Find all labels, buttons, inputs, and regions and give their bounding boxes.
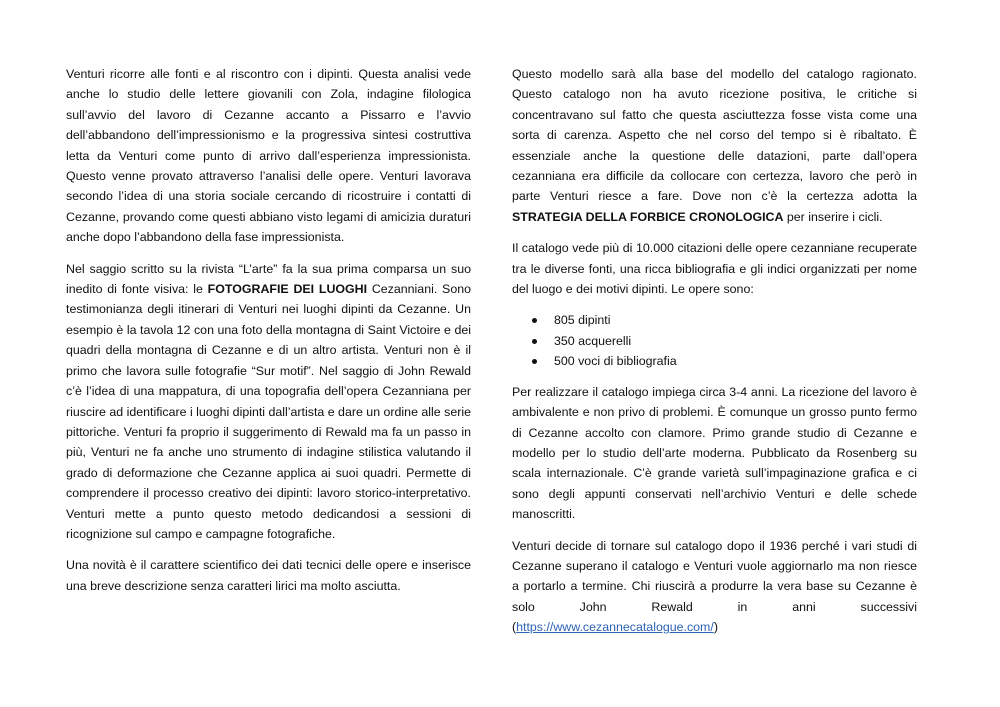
list-item [532, 331, 917, 351]
list-item-text: 805 dipinti [554, 313, 611, 328]
paragraph-text: Venturi ricorre alle fonti e al riscontro con i dipinti. Questa analisi vede anche lo studio delle lettere giovanili con Zola, indagine filologica sull’avvio del lavoro di Cezanne accanto a Pissarro e l’avvio dell’abbandono dell’impressionismo e la progressiva sintesi costruttiva letta da Venturi come punto di arrivo dall’esperienza impressionista. Questo venne provato attraverso l’analisi delle opere. Venturi lavorava secondo l’idea di una storia sociale cercando di ricostruire i contatti di Cezanne, provando come questi abbiano visto legami di amicizia duraturi anche dopo l’abbandono della fase impressionista. [66, 67, 471, 245]
right-column [512, 64, 917, 649]
paragraph-text: per inserire i cicli. [783, 209, 883, 224]
bullet-icon [532, 318, 537, 323]
paragraph-venturi-fonti [66, 64, 471, 248]
paragraph-realizzazione [512, 382, 917, 525]
cezanne-catalogue-link[interactable]: https://www.cezannecatalogue.com/ [516, 620, 714, 635]
paragraph-text: Venturi decide di tornare sul catalogo dopo il 1936 perché i vari studi di Cezanne superano il catalogo e Venturi vuole aggiornarlo ma non riesce a portarlo a termine. Chi riuscirà a produrre la vera base su Cezanne è solo John Rewald in anni successivi ( [512, 538, 917, 635]
paragraph-text: Nel saggio scritto su la rivista “L’arte” fa la sua prima comparsa un suo inedito di fonte visiva: le [66, 261, 471, 297]
paragraph-novita [66, 555, 471, 596]
left-column [66, 64, 471, 607]
paragraph-modello-catalogo [512, 64, 917, 227]
list-item [532, 310, 917, 330]
paragraph-text: Cezanniani. Sono testimonianza degli itinerari di Venturi nei luoghi dipinti da Cezanne. Un esempio è la tavola 12 con una foto della montagna di Saint Victoire e dei quadri della montagna di Cezanne e di un altro artista. Venturi non è il primo che lavora sulle fotografie “Sur motif”. Nel saggio di John Rewald c’è l’idea di una mappatura, di una topografia dell’opera Cezanniana per riuscire ad identificare i luoghi dipinti dall’artista e dare un ordine alle serie pittoriche. Venturi fa proprio il suggerimento di Rewald ma fa un passo in più, Venturi ne fa anche uno strumento di indagine stilistica valutando il grado di deformazione che Cezanne applica ai suoi quadri. Permette di comprendere il processo creativo dei dipinti: lavoro storico-interpretativo. Venturi mette a punto questo metodo dedicandosi a sessioni di ricognizione sul campo e campagne fotografiche. [66, 282, 471, 541]
paragraph-fotografie-luoghi [66, 259, 471, 545]
paragraph-text: Il catalogo vede più di 10.000 citazioni delle opere cezanniane recuperate tra le diverse fonti, una ricca bibliografia e gli indici organizzati per nome del luogo e dei motivi dipinti. Le opere sono: [512, 241, 917, 297]
paragraph-text: Per realizzare il catalogo impiega circa 3-4 anni. La ricezione del lavoro è ambivalente e non privo di problemi. È comunque un grosso punto fermo di Cezanne accolto con clamore. Primo grande studio di Cezanne e modello per lo studio dell’arte moderna. Pubblicato da Rosenberg su scala internazionale. C’è grande varietà sull’impaginazione grafica e ci sono degli appunti conservati nell’archivio Venturi e delle schede manoscritti. [512, 384, 917, 522]
paragraph-text: ) [713, 620, 718, 635]
paragraph-text: Questo modello sarà alla base del modello del catalogo ragionato. Questo catalogo non ha avuto ricezione positiva, le critiche si concentravano sul fatto che questa asciuttezza fosse vista come una sorta di carenza. Aspetto che nel corso del tempo si è ribaltato. È essenziale anche la questione delle datazioni, parte dall’opera cezanniana era difficile da collocare con certezza, lavoro che però in parte Venturi riesce a fare. Dove non c’è la certezza adotta la [512, 67, 917, 204]
bullet-icon [532, 339, 537, 344]
works-list [512, 310, 917, 371]
bullet-icon [532, 359, 537, 364]
list-item-text: 350 acquerelli [554, 333, 632, 348]
paragraph-citazioni [512, 238, 917, 299]
bold-term-fotografie: FOTOGRAFIE DEI LUOGHI [207, 282, 368, 297]
list-item-text: 500 voci di bibliografia [554, 354, 677, 369]
list-item [532, 351, 917, 371]
bold-term-forbice: STRATEGIA DELLA FORBICE CRONOLOGICA [512, 209, 784, 224]
paragraph-aggiornamento [512, 536, 917, 638]
paragraph-text: Una novità è il carattere scientifico dei dati tecnici delle opere e inserisce una breve descrizione senza caratteri lirici ma molto asciutta. [66, 558, 471, 593]
